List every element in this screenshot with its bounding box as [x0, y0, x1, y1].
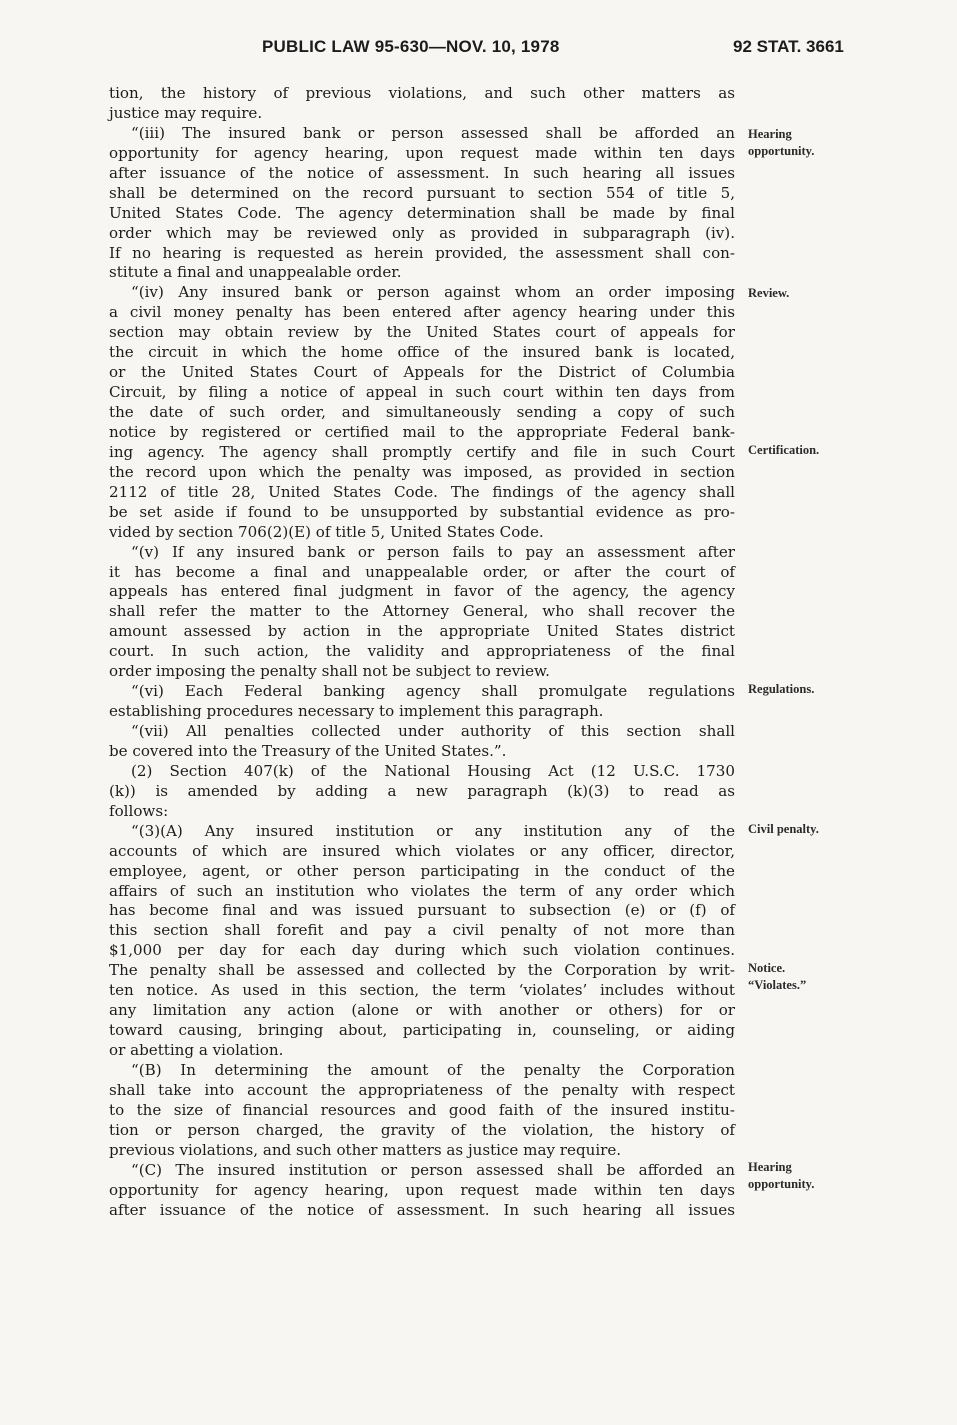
margin-note-violates: “Violates.” — [748, 978, 807, 992]
text-line: If no hearing is requested as herein provided, the assessment shall con- — [109, 243, 735, 262]
margin-note-hearing-opportunity-2: Hearing opportunity. — [748, 1160, 815, 1191]
text-line: establishing procedures necessary to implement this paragraph. — [109, 702, 604, 721]
text-line: (k)) is amended by adding a new paragraph (k)(3) to read as — [109, 781, 735, 800]
text-line: “(vi) Each Federal banking agency shall promulgate regulations — [131, 682, 735, 701]
text-line: $1,000 per day for each day during which such violation continues. — [109, 941, 735, 960]
text-line: “(B) In determining the amount of the penalty the Corporation — [131, 1060, 735, 1079]
text-line: to the size of financial resources and good faith of the insured institu- — [109, 1100, 735, 1119]
text-line: previous violations, and such other matters as justice may require. — [109, 1140, 622, 1159]
text-line: has become final and was issued pursuant to subsection (e) or (f) of — [109, 901, 735, 920]
text-line: section may obtain review by the United States court of appeals for — [109, 323, 735, 342]
text-line: vided by section 706(2)(E) of title 5, United States Code. — [109, 522, 544, 541]
text-line: appeals has entered final judgment in favor of the agency, the agency — [109, 582, 735, 601]
text-line: stitute a final and unappealable order. — [109, 263, 402, 282]
text-line: order imposing the penalty shall not be subject to review. — [109, 662, 550, 681]
text-line: shall refer the matter to the Attorney General, who shall recover the — [109, 602, 735, 621]
text-line: follows: — [109, 801, 169, 820]
text-line: toward causing, bringing about, participating in, counseling, or aiding — [109, 1021, 735, 1040]
text-line: amount assessed by action in the appropriate United States district — [109, 622, 735, 641]
margin-note-review: Review. — [748, 286, 790, 300]
text-line: Circuit, by filing a notice of appeal in such court within ten days from — [109, 383, 735, 402]
text-line: tion or person charged, the gravity of the violation, the history of — [109, 1120, 735, 1139]
text-line: employee, agent, or other person participating in the conduct of the — [109, 861, 735, 880]
text-line: 2112 of title 28, United States Code. The findings of the agency shall — [109, 482, 735, 501]
text-line: after issuance of the notice of assessment. In such hearing all issues — [109, 163, 735, 182]
text-line: be covered into the Treasury of the United States.”. — [109, 741, 507, 760]
margin-note-regulations: Regulations. — [748, 682, 815, 696]
text-line: “(iv) Any insured bank or person against whom an order imposing — [131, 283, 735, 302]
margin-note-hearing-opportunity: Hearing opportunity. — [748, 127, 815, 158]
text-line: United States Code. The agency determination shall be made by final — [109, 203, 735, 222]
text-line: notice by registered or certified mail to the appropriate Federal bank- — [109, 422, 735, 441]
text-line: any limitation any action (alone or with another or others) for or — [109, 1001, 735, 1020]
text-line: or abetting a violation. — [109, 1041, 284, 1059]
text-line: shall take into account the appropriateness of the penalty with respect — [109, 1080, 735, 1099]
margin-note-certification: Certification. — [748, 443, 820, 457]
margin-note-civil-penalty: Civil penalty. — [748, 822, 819, 836]
text-line: affairs of such an institution who violates the term of any order which — [109, 881, 735, 900]
page-stat-number: 92 STAT. 3661 — [733, 37, 844, 56]
margin-note-notice: Notice. — [748, 961, 786, 975]
text-line: ten notice. As used in this section, the term ‘violates’ includes without — [109, 981, 735, 1000]
text-line: be set aside if found to be unsupported by substantial evidence as pro- — [109, 502, 735, 521]
text-line: (2) Section 407(k) of the National Housing Act (12 U.S.C. 1730 — [131, 761, 735, 780]
text-line: after issuance of the notice of assessment. In such hearing all issues — [109, 1200, 735, 1219]
text-line: or the United States Court of Appeals for the District of Columbia — [109, 363, 735, 382]
text-line: the date of such order, and simultaneously sending a copy of such — [109, 403, 735, 421]
text-line: shall be determined on the record pursuant to section 554 of title 5, — [109, 183, 735, 202]
text-line: it has become a final and unappealable order, or after the court of — [109, 562, 735, 581]
text-line: this section shall forefit and pay a civil penalty of not more than — [109, 921, 735, 940]
text-line: order which may be reviewed only as provided in subparagraph (iv). — [109, 223, 735, 242]
text-line: the record upon which the penalty was imposed, as provided in section — [109, 462, 735, 481]
text-line: ing agency. The agency shall promptly certify and file in such Court — [109, 442, 735, 461]
text-line: opportunity for agency hearing, upon request made within ten days — [109, 1180, 735, 1199]
running-header-title: PUBLIC LAW 95-630—NOV. 10, 1978 — [262, 37, 560, 56]
text-line: tion, the history of previous violations, and such other matters as — [109, 84, 735, 102]
text-line: court. In such action, the validity and appropriateness of the final — [109, 642, 735, 661]
text-line: the circuit in which the home office of the insured bank is located, — [109, 343, 735, 362]
text-line: justice may require. — [109, 103, 263, 122]
text-line: opportunity for agency hearing, upon request made within ten days — [109, 143, 735, 162]
text-line: The penalty shall be assessed and collected by the Corporation by writ- — [109, 961, 735, 980]
text-line: accounts of which are insured which violates or any officer, director, — [109, 841, 735, 860]
text-line: “(v) If any insured bank or person fails to pay an assessment after — [131, 542, 735, 561]
body-text — [109, 84, 735, 1220]
text-line: “(C) The insured institution or person assessed shall be afforded an — [131, 1160, 735, 1179]
text-line: “(3)(A) Any insured institution or any institution any of the — [131, 821, 735, 840]
text-line: a civil money penalty has been entered after agency hearing under this — [109, 303, 735, 322]
text-line: “(iii) The insured bank or person assessed shall be afforded an — [131, 123, 735, 142]
text-line: “(vii) All penalties collected under authority of this section shall — [131, 722, 735, 740]
